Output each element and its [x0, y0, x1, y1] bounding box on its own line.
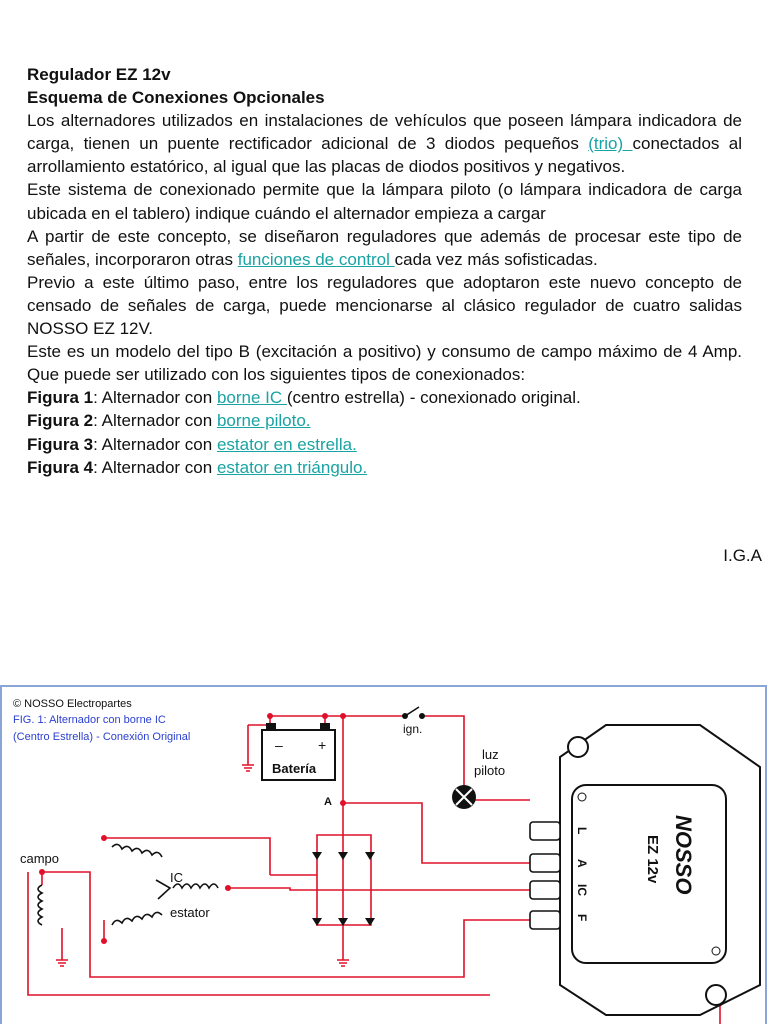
brand-logo: NOSSO [671, 815, 696, 895]
pin-l-label: L [575, 827, 589, 835]
estator-label: estator [170, 905, 210, 920]
campo-label: campo [20, 851, 60, 866]
pin-f-label: F [575, 914, 589, 922]
paragraph-3 [27, 225, 742, 271]
mounting-hole-bottom [706, 985, 726, 1005]
battery-minus: – [275, 737, 283, 753]
ign-switch-contact-right [419, 713, 425, 719]
estator-triangulo-link[interactable]: estator en triángulo. [216, 457, 368, 477]
node-a-label: A [324, 796, 332, 808]
figure-1-post: (centro estrella) - conexionado original. [286, 388, 581, 408]
title-line-1: Regulador EZ 12v [27, 65, 171, 84]
paragraph-1-text-b: conectados al arrollamiento estatórico, al igual que las placas de diodos positivos y negativos. [27, 134, 743, 177]
ign-label: ign. [403, 722, 423, 736]
pin-ic-label: IC [575, 884, 589, 896]
pin-a-label: A [575, 859, 589, 868]
figure-1-label: Figura 1 [27, 388, 94, 408]
figure-2-pre: : Alternador con [93, 411, 217, 431]
paragraph-1 [27, 109, 742, 178]
wiring-diagram [0, 685, 768, 1024]
funciones-de-control-link[interactable]: funciones de control [237, 249, 395, 269]
estator-estrella-link[interactable]: estator en estrella. [216, 434, 357, 454]
paragraph-4: Previo a este último paso, entre los reguladores que adoptaron este nuevo concepto de censado de señales de carga, puede mencionarse al clásico regulador de cuatro salidas NOSSO EZ 12V. [27, 272, 742, 339]
document-body [27, 63, 742, 479]
battery-label: Batería [272, 761, 317, 776]
figure-4-pre: : Alternador con [93, 457, 217, 477]
borne-piloto-link[interactable]: borne piloto. [216, 411, 311, 431]
diagram-copyright: © NOSSO Electropartes [13, 698, 132, 710]
piloto-label: piloto [474, 763, 506, 778]
figure-1-line [27, 386, 742, 409]
figure-2-line [27, 409, 742, 432]
signature: I.G.A [723, 546, 762, 565]
diagram-caption-1: FIG. 1: Alternador con borne IC [13, 714, 166, 726]
figure-4-line [27, 456, 742, 479]
figure-2-label: Figura 2 [27, 411, 94, 431]
mounting-hole-top [568, 737, 588, 757]
ic-label: IC [170, 870, 183, 885]
paragraph-3-text-b: cada vez más sofisticadas. [394, 249, 598, 269]
figure-3-label: Figura 3 [27, 434, 94, 454]
trio-link[interactable]: (trio) [588, 134, 633, 154]
figure-3-line [27, 433, 742, 456]
figure-3-pre: : Alternador con [93, 434, 217, 454]
figure-1-pre: : Alternador con [93, 388, 217, 408]
paragraph-5: Este es un modelo del tipo B (excitación a positivo) y consumo de campo máximo de 4 Amp. Que puede ser utilizado con los siguientes tipos de conexionados: [27, 342, 742, 385]
model-label: EZ 12v [644, 835, 661, 884]
figure-4-label: Figura 4 [27, 457, 94, 477]
title-line-2: Esquema de Conexiones Opcionales [27, 88, 325, 108]
paragraph-3-text-a: A partir de este concepto, se diseñaron reguladores que además de procesar este tipo de señales, incorporaron otras [27, 226, 742, 269]
paragraph-2: Este sistema de conexionado permite que la lámpara piloto (o lámpara indicadora de carga ubicada en el tablero) indique cuándo el alternador empieza a cargar [27, 180, 742, 223]
paragraph-1-text-a: Los alternadores utilizados en instalaciones de vehículos que poseen lámpara indicadora de carga, tienen un puente rectificador adicional de 3 diodos pequeños [27, 111, 742, 154]
diagram-caption-2: (Centro Estrella) - Conexión Original [13, 731, 191, 743]
borne-ic-link[interactable]: borne IC [216, 388, 287, 408]
battery-plus: + [318, 737, 327, 753]
luz-label: luz [482, 747, 499, 762]
